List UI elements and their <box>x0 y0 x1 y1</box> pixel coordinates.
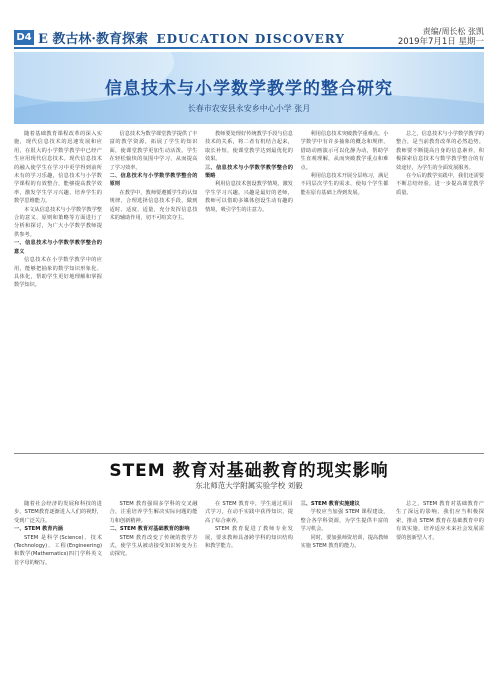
body-paragraph: 学校应当加强 STEM 课程建设，整合各学科资源，为学生提供丰富的学习机会。 <box>300 509 389 533</box>
editor-line: 责编/周长松 张凯 <box>422 27 484 36</box>
article1-byline: 长春市农安县永安乡中心小学 张月 <box>187 104 311 113</box>
body-paragraph: STEM 教育强调多学科的交叉融合，注重培养学生解决实际问题的能力和创新精神。 <box>109 501 198 524</box>
article2-byline: 东北师范大学附属实验学校 刘毅 <box>195 481 303 490</box>
page-header <box>0 0 498 46</box>
body-paragraph: 利用信息技术开展分层练习，满足不同层次学生的需求，使每个学生都能在原有基础上得到发展。 <box>300 173 389 196</box>
section-heading: 三、STEM 教育实施建议 <box>300 501 360 507</box>
article1-banner <box>14 52 484 124</box>
body-paragraph: 利用信息技术创设教学情境，激发学生学习兴趣。兴趣是最好的老师，教师可以借助多媒体创设生动有趣的情境，吸引学生的注意力。 <box>205 181 293 213</box>
body-paragraph: 同时，要加强师资培训，提高教师实施 STEM 教育的能力。 <box>300 534 389 550</box>
body-paragraph: 信息技术为数学课堂教学提供了丰富的教学资源，拓展了学生的知识面，使课堂教学更加生动活泼。学生在轻松愉快的氛围中学习，从而提高了学习效率。 <box>109 131 198 171</box>
text-column <box>396 500 484 685</box>
article2-body <box>14 500 484 685</box>
paper-name-en: EDUCATION DISCOVERY <box>156 32 345 46</box>
body-paragraph: 总之，信息技术与小学数学教学的整合，是当前教育改革的必然趋势。教师要不断提高自身的信息素养，积极探索信息技术与数学教学整合的有效途径，为学生的全面发展服务。 <box>396 131 484 171</box>
body-paragraph: 信息技术在小学数学教学中的应用，能够把抽象的数学知识形象化、具体化，帮助学生更好地理解和掌握数学知识。 <box>14 257 102 289</box>
text-column <box>14 500 102 685</box>
paper-name: E 教古林·教育探索 <box>38 32 148 47</box>
issue-meta <box>398 26 484 48</box>
text-column <box>110 130 198 445</box>
body-paragraph: 教师要处理好传统教学手段与信息技术的关系，将二者有机结合起来，取长补短，使课堂教学达到最优化的效果。 <box>205 131 293 163</box>
section-heading: 一、信息技术与小学数学教学整合的意义 <box>14 240 102 255</box>
body-paragraph: STEM 教育促进了教师专业发展，要求教师具备跨学科的知识结构和教学能力。 <box>205 526 293 550</box>
text-column <box>205 500 293 685</box>
page-tag: D4 <box>14 30 34 45</box>
body-paragraph: STEM 是科学(Science)、技术(Technology)、工程(Engineering)和数学(Mathematics)四门学科英文首字母的缩写。 <box>14 534 102 566</box>
section-heading: 一、STEM 教育内涵 <box>14 526 63 533</box>
article2-title: STEM 教育对基础教育的现实影响 <box>109 461 389 481</box>
body-paragraph: 随着基础教育课程改革的深入实施，现代信息技术的迅速发展和应用，在很大的小学数学教学中已经产生应用现代信息技术。现代信息技术的融入使学生在学习中更学得到前所未有的学习乐趣，信息技术与小学数学课程的有效整合，能够提高教学效率，激发学生学习兴趣，培养学生的数学思维能力。 <box>14 131 102 205</box>
paper-masthead <box>38 28 345 47</box>
section-heading: 二、信息技术与小学数学教学整合的原则 <box>109 173 198 188</box>
issue-date: 2019年7月1日 星期一 <box>397 37 484 47</box>
text-column <box>396 130 484 445</box>
text-column <box>14 130 102 445</box>
header-rule <box>14 47 484 49</box>
section-heading: 三、信息技术与小学数学教学整合的策略 <box>205 164 293 180</box>
body-paragraph: 在教学中，教师要遵循学生的认知规律，合理选择信息技术手段，做到适时、适度、适量，充分发挥信息技术的辅助作用，切不可喧宾夺主。 <box>109 189 198 222</box>
body-paragraph: 在今后的教学实践中，我们还需要不断总结经验，进一步提高课堂教学质量。 <box>396 173 484 196</box>
text-column <box>301 130 389 445</box>
body-paragraph: 随着社会经济的发展和科技的进步，STEM教育逐渐进入人们的视野，受到广泛关注。 <box>14 501 102 524</box>
text-column <box>110 500 198 685</box>
body-paragraph: STEM 教育改变了传统的教学方式，使学生从被动接受知识转变为主动探究。 <box>109 534 198 558</box>
text-column <box>205 130 293 445</box>
section-divider <box>14 453 484 454</box>
article1-title: 信息技术与小学数学教学的整合研究 <box>105 79 393 99</box>
text-column <box>301 500 389 685</box>
article1-body <box>14 130 484 445</box>
body-paragraph: 总之，STEM 教育对基础教育产生了深远的影响，我们应当积极探索，推动 STEM 教育在基础教育中的有效实施，培养适应未来社会发展需要的创新型人才。 <box>396 501 484 541</box>
body-paragraph: 利用信息技术突破教学重难点。小学数学中有许多抽象的概念和规律，借助动画演示可以化静为动，帮助学生直观理解，从而突破教学重点和难点。 <box>300 131 389 171</box>
body-paragraph: 在 STEM 教育中，学生通过项目式学习，在动手实践中获得知识，提高了综合素养。 <box>205 501 293 524</box>
body-paragraph: 本文从信息技术与小学数学教学整合的意义、原则和策略等方面进行了分析和探讨，为广大小学数学教师提供参考。 <box>14 206 102 238</box>
section-heading: 二、STEM 教育对基础教育的影响 <box>109 526 190 533</box>
